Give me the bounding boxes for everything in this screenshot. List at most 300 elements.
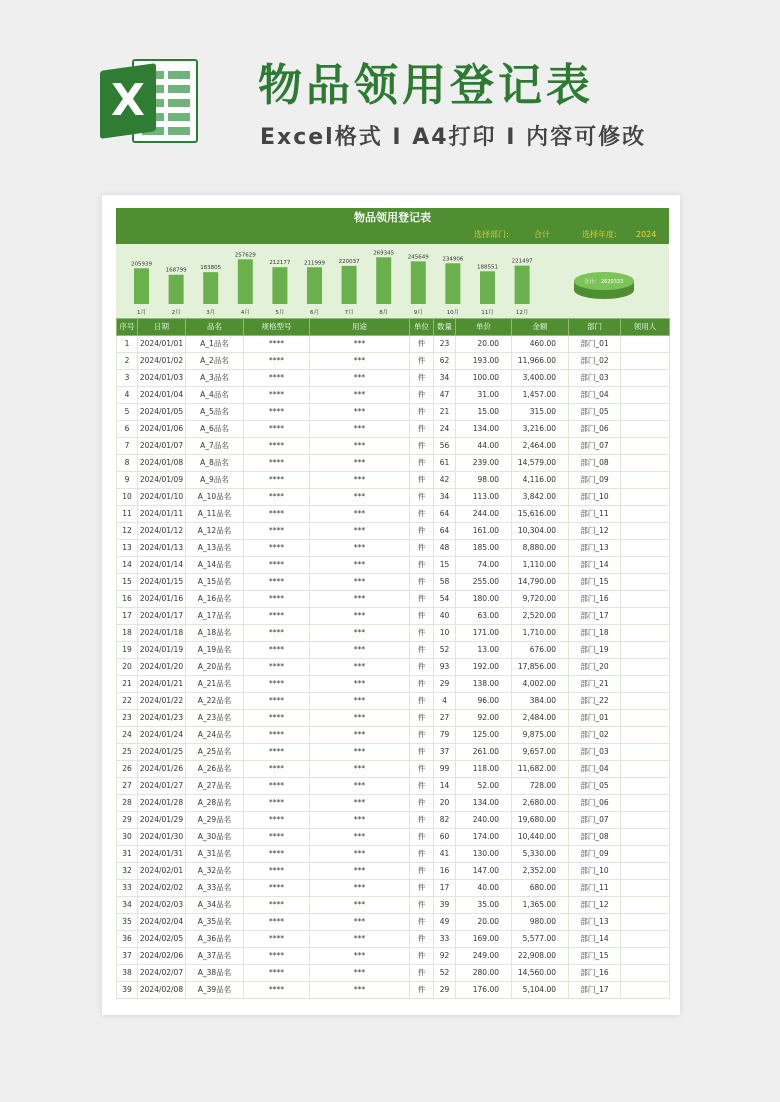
table-cell[interactable]: **** (244, 336, 310, 353)
table-cell[interactable]: 件 (410, 710, 434, 727)
table-cell[interactable]: 件 (410, 438, 434, 455)
table-cell[interactable]: A_5品名 (186, 404, 244, 421)
table-cell[interactable]: 2024/01/10 (138, 489, 186, 506)
table-cell[interactable]: 2,520.00 (512, 608, 569, 625)
table-cell[interactable]: 31.00 (456, 387, 512, 404)
table-cell[interactable]: 1,365.00 (512, 897, 569, 914)
table-cell[interactable]: 2,680.00 (512, 795, 569, 812)
table-cell[interactable]: A_35品名 (186, 914, 244, 931)
table-cell[interactable] (621, 778, 670, 795)
table-cell[interactable]: **** (244, 710, 310, 727)
table-cell[interactable]: 2024/01/28 (138, 795, 186, 812)
table-cell[interactable]: 部门_20 (569, 659, 621, 676)
table-cell[interactable] (621, 846, 670, 863)
table-cell[interactable]: 5,577.00 (512, 931, 569, 948)
table-cell[interactable]: 2024/01/21 (138, 676, 186, 693)
table-cell[interactable]: 49 (434, 914, 456, 931)
table-cell[interactable]: 22 (117, 693, 138, 710)
table-cell[interactable]: 8 (117, 455, 138, 472)
table-cell[interactable]: **** (244, 540, 310, 557)
table-cell[interactable] (621, 540, 670, 557)
table-cell[interactable] (621, 557, 670, 574)
table-cell[interactable]: 件 (410, 659, 434, 676)
table-cell[interactable]: *** (310, 523, 410, 540)
table-cell[interactable]: 部门_06 (569, 421, 621, 438)
table-cell[interactable]: 24 (117, 727, 138, 744)
table-cell[interactable]: 2024/01/04 (138, 387, 186, 404)
table-cell[interactable]: *** (310, 642, 410, 659)
table-cell[interactable]: *** (310, 506, 410, 523)
table-cell[interactable]: 19,680.00 (512, 812, 569, 829)
table-cell[interactable]: 件 (410, 370, 434, 387)
table-cell[interactable]: 部门_07 (569, 438, 621, 455)
table-cell[interactable]: 件 (410, 421, 434, 438)
table-cell[interactable]: 2024/02/04 (138, 914, 186, 931)
table-cell[interactable]: *** (310, 761, 410, 778)
table-cell[interactable]: 部门_11 (569, 506, 621, 523)
table-cell[interactable]: 2024/01/03 (138, 370, 186, 387)
table-cell[interactable]: 1 (117, 336, 138, 353)
table-cell[interactable]: 件 (410, 336, 434, 353)
table-cell[interactable]: 部门_01 (569, 710, 621, 727)
table-cell[interactable]: 部门_11 (569, 880, 621, 897)
table-cell[interactable]: 15 (434, 557, 456, 574)
table-cell[interactable]: A_25品名 (186, 744, 244, 761)
table-cell[interactable]: 11,682.00 (512, 761, 569, 778)
table-cell[interactable]: 52.00 (456, 778, 512, 795)
table-cell[interactable]: 件 (410, 557, 434, 574)
table-cell[interactable]: 件 (410, 608, 434, 625)
table-cell[interactable]: 2 (117, 353, 138, 370)
table-cell[interactable]: 部门_05 (569, 404, 621, 421)
table-cell[interactable]: *** (310, 557, 410, 574)
table-cell[interactable]: A_28品名 (186, 795, 244, 812)
table-cell[interactable]: 52 (434, 965, 456, 982)
table-cell[interactable]: **** (244, 642, 310, 659)
table-cell[interactable]: 35 (117, 914, 138, 931)
table-cell[interactable]: 部门_19 (569, 642, 621, 659)
table-cell[interactable]: 728.00 (512, 778, 569, 795)
table-cell[interactable]: A_8品名 (186, 455, 244, 472)
table-cell[interactable]: 4,116.00 (512, 472, 569, 489)
table-cell[interactable]: 176.00 (456, 982, 512, 999)
table-cell[interactable]: 96.00 (456, 693, 512, 710)
table-cell[interactable]: 13.00 (456, 642, 512, 659)
total-label[interactable]: 合计 (534, 230, 550, 239)
table-cell[interactable]: 部门_15 (569, 574, 621, 591)
table-cell[interactable]: 部门_14 (569, 557, 621, 574)
table-cell[interactable]: 47 (434, 387, 456, 404)
table-cell[interactable]: 58 (434, 574, 456, 591)
table-cell[interactable] (621, 914, 670, 931)
table-cell[interactable]: **** (244, 931, 310, 948)
table-cell[interactable] (621, 421, 670, 438)
table-cell[interactable]: 2024/01/29 (138, 812, 186, 829)
table-cell[interactable]: 20 (117, 659, 138, 676)
table-cell[interactable]: 100.00 (456, 370, 512, 387)
table-cell[interactable]: 52 (434, 642, 456, 659)
table-cell[interactable]: *** (310, 438, 410, 455)
table-cell[interactable]: 44.00 (456, 438, 512, 455)
table-cell[interactable]: *** (310, 778, 410, 795)
table-cell[interactable]: 244.00 (456, 506, 512, 523)
table-cell[interactable]: 56 (434, 438, 456, 455)
table-cell[interactable] (621, 812, 670, 829)
table-cell[interactable]: 部门_21 (569, 676, 621, 693)
table-cell[interactable] (621, 693, 670, 710)
table-cell[interactable]: 件 (410, 472, 434, 489)
table-cell[interactable]: 1,457.00 (512, 387, 569, 404)
table-cell[interactable] (621, 863, 670, 880)
table-cell[interactable]: 27 (434, 710, 456, 727)
table-cell[interactable]: *** (310, 608, 410, 625)
table-cell[interactable]: A_38品名 (186, 965, 244, 982)
column-header[interactable]: 规格型号 (244, 319, 310, 336)
table-cell[interactable]: A_36品名 (186, 931, 244, 948)
table-cell[interactable]: 62 (434, 353, 456, 370)
table-cell[interactable]: 12 (117, 523, 138, 540)
table-cell[interactable]: 部门_07 (569, 812, 621, 829)
table-cell[interactable]: 部门_17 (569, 608, 621, 625)
table-cell[interactable]: *** (310, 387, 410, 404)
column-header[interactable]: 单价 (456, 319, 512, 336)
table-cell[interactable]: 92.00 (456, 710, 512, 727)
table-cell[interactable]: **** (244, 744, 310, 761)
table-cell[interactable] (621, 625, 670, 642)
table-cell[interactable]: 14,579.00 (512, 455, 569, 472)
table-cell[interactable]: **** (244, 693, 310, 710)
table-cell[interactable]: 部门_04 (569, 387, 621, 404)
table-cell[interactable]: 2024/01/07 (138, 438, 186, 455)
table-cell[interactable]: 2024/01/30 (138, 829, 186, 846)
table-cell[interactable]: 22,908.00 (512, 948, 569, 965)
table-cell[interactable]: 63.00 (456, 608, 512, 625)
table-cell[interactable]: 件 (410, 625, 434, 642)
table-cell[interactable]: 680.00 (512, 880, 569, 897)
table-cell[interactable]: 174.00 (456, 829, 512, 846)
table-cell[interactable]: 14 (117, 557, 138, 574)
table-cell[interactable]: 部门_15 (569, 948, 621, 965)
table-cell[interactable]: 93 (434, 659, 456, 676)
table-cell[interactable]: 255.00 (456, 574, 512, 591)
table-cell[interactable]: 315.00 (512, 404, 569, 421)
table-cell[interactable]: 件 (410, 455, 434, 472)
table-cell[interactable]: 部门_06 (569, 795, 621, 812)
table-cell[interactable]: 25 (117, 744, 138, 761)
table-cell[interactable]: 部门_01 (569, 336, 621, 353)
table-cell[interactable]: 23 (434, 336, 456, 353)
table-cell[interactable] (621, 744, 670, 761)
table-cell[interactable]: 39 (434, 897, 456, 914)
table-cell[interactable]: **** (244, 880, 310, 897)
table-cell[interactable]: 3,842.00 (512, 489, 569, 506)
table-cell[interactable]: 10,440.00 (512, 829, 569, 846)
table-cell[interactable] (621, 676, 670, 693)
table-cell[interactable]: **** (244, 608, 310, 625)
table-cell[interactable]: 件 (410, 778, 434, 795)
table-cell[interactable]: 件 (410, 897, 434, 914)
table-cell[interactable]: 部门_12 (569, 523, 621, 540)
table-cell[interactable]: **** (244, 557, 310, 574)
table-cell[interactable] (621, 948, 670, 965)
table-cell[interactable]: 134.00 (456, 795, 512, 812)
column-header[interactable]: 领用人 (621, 319, 670, 336)
table-cell[interactable]: 138.00 (456, 676, 512, 693)
table-cell[interactable]: *** (310, 574, 410, 591)
table-cell[interactable]: 部门_14 (569, 931, 621, 948)
column-header[interactable]: 部门 (569, 319, 621, 336)
table-cell[interactable]: A_39品名 (186, 982, 244, 999)
table-cell[interactable]: 34 (434, 370, 456, 387)
column-header[interactable]: 日期 (138, 319, 186, 336)
table-cell[interactable]: 2024/01/02 (138, 353, 186, 370)
table-cell[interactable]: *** (310, 880, 410, 897)
table-cell[interactable]: 92 (434, 948, 456, 965)
table-cell[interactable]: 件 (410, 506, 434, 523)
table-cell[interactable]: 5,104.00 (512, 982, 569, 999)
table-cell[interactable]: 部门_05 (569, 778, 621, 795)
table-cell[interactable]: 部门_16 (569, 591, 621, 608)
table-cell[interactable]: 2024/01/23 (138, 710, 186, 727)
table-cell[interactable]: 384.00 (512, 693, 569, 710)
table-cell[interactable]: 29 (117, 812, 138, 829)
table-cell[interactable]: **** (244, 455, 310, 472)
table-cell[interactable]: **** (244, 727, 310, 744)
table-cell[interactable]: 74.00 (456, 557, 512, 574)
table-cell[interactable]: **** (244, 472, 310, 489)
table-cell[interactable]: 11 (117, 506, 138, 523)
table-cell[interactable]: 32 (117, 863, 138, 880)
table-cell[interactable]: *** (310, 659, 410, 676)
table-cell[interactable]: 34 (117, 897, 138, 914)
table-cell[interactable] (621, 931, 670, 948)
table-cell[interactable]: 40 (434, 608, 456, 625)
table-cell[interactable]: A_30品名 (186, 829, 244, 846)
table-cell[interactable]: 193.00 (456, 353, 512, 370)
table-cell[interactable]: 件 (410, 353, 434, 370)
table-cell[interactable]: 2024/01/26 (138, 761, 186, 778)
table-cell[interactable]: 3 (117, 370, 138, 387)
table-cell[interactable] (621, 404, 670, 421)
table-cell[interactable]: A_6品名 (186, 421, 244, 438)
table-cell[interactable]: **** (244, 778, 310, 795)
table-cell[interactable]: *** (310, 455, 410, 472)
table-cell[interactable]: *** (310, 710, 410, 727)
table-cell[interactable]: 192.00 (456, 659, 512, 676)
table-cell[interactable] (621, 608, 670, 625)
table-cell[interactable]: *** (310, 863, 410, 880)
table-cell[interactable]: 15 (117, 574, 138, 591)
table-cell[interactable] (621, 761, 670, 778)
table-cell[interactable]: 11,966.00 (512, 353, 569, 370)
table-cell[interactable]: A_1品名 (186, 336, 244, 353)
table-cell[interactable]: 16 (434, 863, 456, 880)
table-cell[interactable]: 2024/02/08 (138, 982, 186, 999)
table-cell[interactable]: 29 (434, 982, 456, 999)
table-cell[interactable]: 件 (410, 982, 434, 999)
table-cell[interactable] (621, 727, 670, 744)
table-cell[interactable]: **** (244, 846, 310, 863)
table-cell[interactable]: 2024/01/20 (138, 659, 186, 676)
table-cell[interactable]: 23 (117, 710, 138, 727)
table-cell[interactable]: 18 (117, 625, 138, 642)
table-cell[interactable]: 240.00 (456, 812, 512, 829)
table-cell[interactable]: 件 (410, 676, 434, 693)
table-cell[interactable]: 161.00 (456, 523, 512, 540)
table-cell[interactable]: 件 (410, 574, 434, 591)
table-cell[interactable]: 2024/01/31 (138, 846, 186, 863)
table-cell[interactable] (621, 489, 670, 506)
table-cell[interactable]: A_4品名 (186, 387, 244, 404)
table-cell[interactable]: *** (310, 693, 410, 710)
table-cell[interactable] (621, 438, 670, 455)
table-cell[interactable]: **** (244, 489, 310, 506)
table-cell[interactable]: 6 (117, 421, 138, 438)
table-cell[interactable]: 147.00 (456, 863, 512, 880)
table-cell[interactable]: 2024/02/02 (138, 880, 186, 897)
table-cell[interactable]: **** (244, 965, 310, 982)
table-cell[interactable]: 125.00 (456, 727, 512, 744)
table-cell[interactable]: 部门_03 (569, 370, 621, 387)
table-cell[interactable]: 676.00 (512, 642, 569, 659)
table-cell[interactable]: 件 (410, 948, 434, 965)
table-cell[interactable]: A_24品名 (186, 727, 244, 744)
column-header[interactable]: 用途 (310, 319, 410, 336)
table-cell[interactable]: 17 (434, 880, 456, 897)
table-cell[interactable]: A_2品名 (186, 353, 244, 370)
table-cell[interactable]: 2024/01/14 (138, 557, 186, 574)
table-cell[interactable]: 180.00 (456, 591, 512, 608)
table-cell[interactable]: 37 (434, 744, 456, 761)
table-cell[interactable]: **** (244, 795, 310, 812)
table-cell[interactable]: 10,304.00 (512, 523, 569, 540)
table-cell[interactable] (621, 370, 670, 387)
table-cell[interactable]: 15,616.00 (512, 506, 569, 523)
table-cell[interactable]: A_27品名 (186, 778, 244, 795)
table-cell[interactable] (621, 336, 670, 353)
table-cell[interactable]: 980.00 (512, 914, 569, 931)
table-cell[interactable]: **** (244, 914, 310, 931)
table-cell[interactable]: 2024/01/11 (138, 506, 186, 523)
table-cell[interactable]: **** (244, 761, 310, 778)
table-cell[interactable]: 20.00 (456, 336, 512, 353)
table-cell[interactable] (621, 574, 670, 591)
table-cell[interactable]: 部门_03 (569, 744, 621, 761)
year-value[interactable]: 2024 (636, 230, 657, 239)
table-cell[interactable]: 件 (410, 404, 434, 421)
table-cell[interactable]: *** (310, 795, 410, 812)
table-cell[interactable] (621, 353, 670, 370)
table-cell[interactable]: *** (310, 829, 410, 846)
table-cell[interactable]: 部门_02 (569, 353, 621, 370)
table-cell[interactable]: 1,710.00 (512, 625, 569, 642)
table-cell[interactable]: **** (244, 353, 310, 370)
table-cell[interactable]: A_16品名 (186, 591, 244, 608)
table-cell[interactable]: 60 (434, 829, 456, 846)
table-cell[interactable] (621, 710, 670, 727)
table-cell[interactable]: **** (244, 370, 310, 387)
table-cell[interactable]: 2024/01/08 (138, 455, 186, 472)
table-cell[interactable]: 33 (434, 931, 456, 948)
table-cell[interactable]: 2024/02/06 (138, 948, 186, 965)
table-cell[interactable]: A_19品名 (186, 642, 244, 659)
table-cell[interactable]: **** (244, 421, 310, 438)
table-cell[interactable]: **** (244, 574, 310, 591)
table-cell[interactable]: *** (310, 353, 410, 370)
table-cell[interactable]: 部门_18 (569, 625, 621, 642)
table-cell[interactable]: A_18品名 (186, 625, 244, 642)
table-cell[interactable]: A_37品名 (186, 948, 244, 965)
table-cell[interactable]: 19 (117, 642, 138, 659)
table-cell[interactable] (621, 506, 670, 523)
table-cell[interactable]: 9,875.00 (512, 727, 569, 744)
table-cell[interactable]: 2024/01/17 (138, 608, 186, 625)
table-cell[interactable]: 38 (117, 965, 138, 982)
table-cell[interactable]: 21 (434, 404, 456, 421)
table-cell[interactable]: **** (244, 897, 310, 914)
table-cell[interactable]: 48 (434, 540, 456, 557)
table-cell[interactable]: 部门_02 (569, 727, 621, 744)
table-cell[interactable]: A_7品名 (186, 438, 244, 455)
table-cell[interactable]: *** (310, 421, 410, 438)
table-cell[interactable]: 13 (117, 540, 138, 557)
table-cell[interactable]: A_11品名 (186, 506, 244, 523)
table-cell[interactable] (621, 897, 670, 914)
table-cell[interactable]: *** (310, 948, 410, 965)
table-cell[interactable]: 9 (117, 472, 138, 489)
table-cell[interactable]: 36 (117, 931, 138, 948)
table-cell[interactable]: 部门_10 (569, 489, 621, 506)
table-cell[interactable]: 20.00 (456, 914, 512, 931)
table-cell[interactable]: **** (244, 982, 310, 999)
table-cell[interactable]: 24 (434, 421, 456, 438)
table-cell[interactable]: 2024/01/24 (138, 727, 186, 744)
table-cell[interactable]: 件 (410, 914, 434, 931)
table-cell[interactable]: 2024/01/15 (138, 574, 186, 591)
table-cell[interactable]: A_29品名 (186, 812, 244, 829)
table-cell[interactable]: 件 (410, 931, 434, 948)
table-cell[interactable]: 4 (117, 387, 138, 404)
table-cell[interactable]: 件 (410, 812, 434, 829)
table-cell[interactable]: 2024/01/25 (138, 744, 186, 761)
table-cell[interactable]: *** (310, 727, 410, 744)
table-cell[interactable]: 20 (434, 795, 456, 812)
table-cell[interactable] (621, 829, 670, 846)
table-cell[interactable]: 261.00 (456, 744, 512, 761)
table-cell[interactable]: A_33品名 (186, 880, 244, 897)
table-cell[interactable]: **** (244, 387, 310, 404)
table-cell[interactable]: 2024/01/06 (138, 421, 186, 438)
table-cell[interactable]: 3,216.00 (512, 421, 569, 438)
table-cell[interactable]: A_13品名 (186, 540, 244, 557)
table-cell[interactable]: 5 (117, 404, 138, 421)
column-header[interactable]: 金额 (512, 319, 569, 336)
table-cell[interactable]: **** (244, 404, 310, 421)
table-cell[interactable]: 239.00 (456, 455, 512, 472)
table-cell[interactable]: 部门_17 (569, 982, 621, 999)
table-cell[interactable]: 7 (117, 438, 138, 455)
table-cell[interactable]: 件 (410, 591, 434, 608)
table-cell[interactable]: 16 (117, 591, 138, 608)
table-cell[interactable]: 部门_09 (569, 846, 621, 863)
table-cell[interactable]: 79 (434, 727, 456, 744)
table-cell[interactable]: 部门_09 (569, 472, 621, 489)
table-cell[interactable]: 9,720.00 (512, 591, 569, 608)
table-cell[interactable]: 4,002.00 (512, 676, 569, 693)
table-cell[interactable]: 14,790.00 (512, 574, 569, 591)
table-cell[interactable]: **** (244, 591, 310, 608)
table-cell[interactable]: 27 (117, 778, 138, 795)
